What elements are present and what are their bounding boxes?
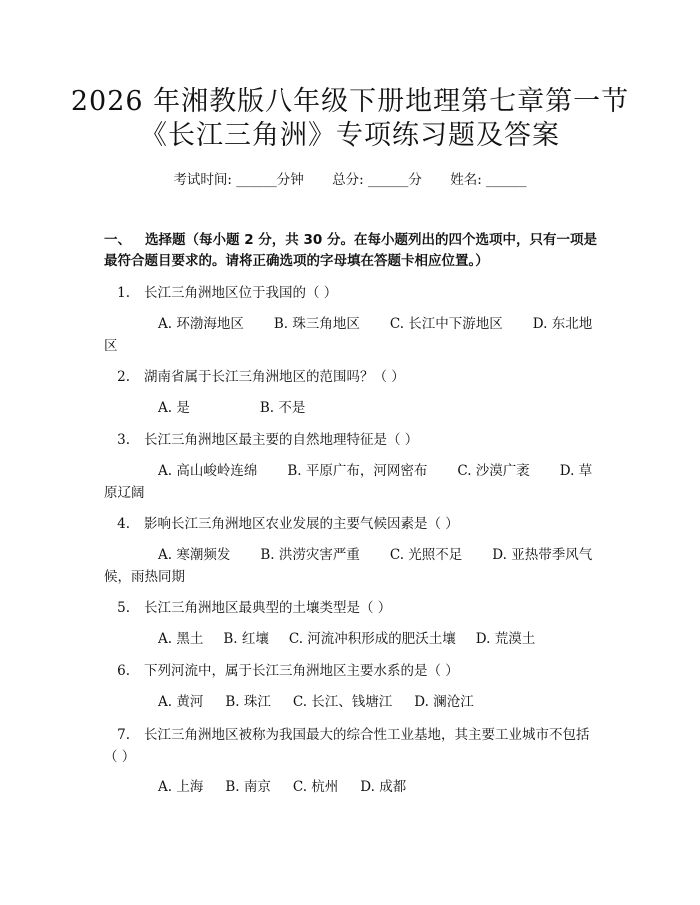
question-options <box>104 776 598 798</box>
student-name-field: 姓名: ______ <box>450 172 527 188</box>
question-number: 3. <box>117 432 130 448</box>
question-number: 2. <box>117 369 130 385</box>
option: D. 草原辽阔 <box>104 463 593 501</box>
option: D. 荒漠土 <box>475 631 536 647</box>
option: C. 光照不足 <box>389 547 463 563</box>
question-options <box>104 544 598 588</box>
question-text: 长江三角洲地区最主要的自然地理特征是（ ） <box>144 432 419 448</box>
exam-meta <box>0 168 700 188</box>
question-text: 湖南省属于长江三角洲地区的范围吗？（ ） <box>144 369 405 385</box>
question-options <box>104 460 598 504</box>
question-text: 长江三角洲地区被称为我国最大的综合性工业基地，其主要工业城市不包括（ ） <box>104 727 590 765</box>
option: C. 河流冲积形成的肥沃土壤 <box>288 631 456 647</box>
question-number: 7. <box>117 727 130 743</box>
question-item <box>104 660 598 682</box>
question-number: 1. <box>117 285 130 301</box>
option: D. 成都 <box>360 779 407 795</box>
option: B. 珠三角地区 <box>273 316 360 332</box>
option: D. 亚热带季风气候，雨热同期 <box>104 547 593 585</box>
option: B. 红壤 <box>223 631 269 647</box>
question-options <box>104 397 598 419</box>
option: A. 黑土 <box>158 631 204 647</box>
question-text: 长江三角洲地区最典型的土壤类型是（ ） <box>144 600 392 616</box>
option: B. 珠江 <box>225 694 271 710</box>
exam-time-field: 考试时间: ______分钟 <box>173 172 304 188</box>
question-number: 5. <box>117 600 130 616</box>
question-number: 4. <box>117 516 130 532</box>
option: A. 黄河 <box>158 694 204 710</box>
option: B. 洪涝灾害严重 <box>260 547 360 563</box>
question-item <box>104 724 598 768</box>
option: C. 杭州 <box>292 779 339 795</box>
section-instructions: 选择题（每小题 2 分，共 30 分。在每小题列出的四个选项中，只有一项是最符合题目要求的。请将正确选项的字母填在答题卡相应位置。） <box>104 232 597 269</box>
option: C. 长江中下游地区 <box>389 316 503 332</box>
question-text: 下列河流中，属于长江三角洲地区主要水系的是（ ） <box>144 663 459 679</box>
option: C. 沙漠广袤 <box>457 463 530 479</box>
option: B. 平原广布，河网密布 <box>287 463 428 479</box>
question-options <box>104 628 598 650</box>
option: A. 环渤海地区 <box>158 316 244 332</box>
option: D. 东北地区 <box>104 316 593 354</box>
option: C. 长江、钱塘江 <box>292 694 393 710</box>
question-item <box>104 366 598 388</box>
question-item <box>104 282 598 304</box>
option: A. 是 <box>158 400 190 416</box>
question-item <box>104 597 598 619</box>
total-score-field: 总分: ______分 <box>332 172 422 188</box>
section-number: 一、 <box>104 232 131 248</box>
question-text: 长江三角洲地区位于我国的（ ） <box>144 285 338 301</box>
question-number: 6. <box>117 663 130 679</box>
option: D. 澜沧江 <box>414 694 474 710</box>
question-options <box>104 313 598 357</box>
section-heading <box>104 230 598 272</box>
document-title-line2: 《长江三角洲》专项练习题及答案 <box>140 120 560 151</box>
document-title-line1: 2026 年湘教版八年级下册地理第七章第一节 <box>70 86 630 117</box>
option: B. 不是 <box>259 400 306 416</box>
question-item <box>104 513 598 535</box>
question-item <box>104 429 598 451</box>
option: A. 上海 <box>158 779 204 795</box>
option: A. 高山峻岭连绵 <box>158 463 258 479</box>
question-text: 影响长江三角洲地区农业发展的主要气候因素是（ ） <box>144 516 459 532</box>
option: A. 寒潮频发 <box>158 547 231 563</box>
question-options <box>104 691 598 713</box>
option: B. 南京 <box>225 779 271 795</box>
